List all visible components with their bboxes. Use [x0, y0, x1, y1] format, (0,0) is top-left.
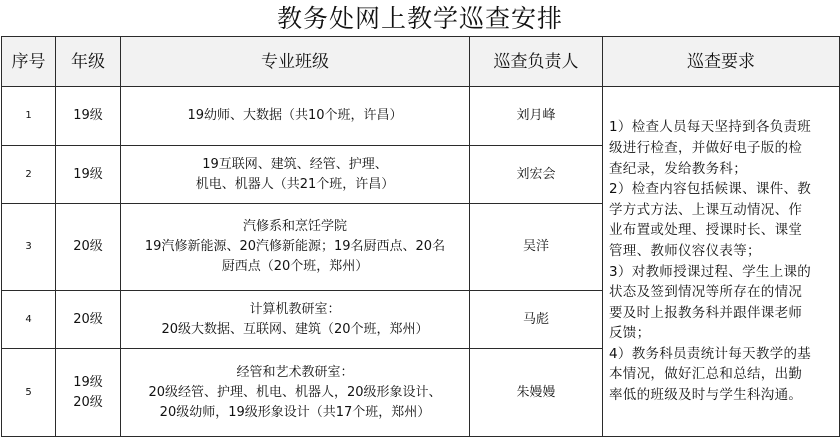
row-class-line: 19互联网、建筑、经管、护理、 — [202, 156, 388, 172]
header-person: 巡查负责人 — [470, 37, 603, 87]
row-class-line: 20级幼师，19级形象设计（共17个班，郑州） — [159, 404, 431, 420]
row-person: 马彪 — [470, 291, 603, 349]
header-seq: 序号 — [2, 37, 56, 87]
row-seq: 4 — [2, 291, 56, 349]
row-class — [121, 349, 470, 437]
requirements-line: 3）对教师授课过程、学生上课的 — [609, 263, 812, 280]
row-class-line: 经管和艺术教研室： — [236, 364, 354, 380]
requirements-line: 查纪录，发给教务科； — [609, 160, 747, 177]
row-class-line: 厨西点（20个班，郑州） — [221, 259, 369, 274]
row-class-line: 19幼师、大数据（共10个班，许昌） — [187, 108, 403, 123]
table-row — [2, 87, 840, 146]
requirements-line: 2）检查内容包括候课、课件、教 — [609, 181, 812, 198]
requirements-line: 状态及签到情况等所存在的情况 — [609, 284, 803, 301]
header-grade: 年级 — [56, 37, 121, 87]
requirements-line: 学方式方法、上课互动情况、作 — [609, 201, 803, 218]
row-person: 吴洋 — [470, 204, 603, 291]
header-requirements: 巡查要求 — [603, 37, 840, 87]
schedule-table — [1, 36, 840, 437]
requirements-line: 本情况，做好汇总和总结，出勤 — [609, 366, 803, 383]
row-class-line: 20级大数据、互联网、建筑（20个班，郑州） — [161, 321, 429, 337]
row-class-line: 汽修系和烹饪学院 — [242, 219, 347, 234]
row-grade-line: 20级 — [73, 311, 103, 327]
row-class — [121, 204, 470, 291]
row-seq: 5 — [2, 349, 56, 437]
row-grade — [56, 87, 121, 146]
row-class-line: 计算机教研室： — [249, 301, 341, 317]
row-grade-line: 19级 — [73, 166, 103, 182]
requirements-line: 反馈； — [609, 325, 651, 342]
row-person: 刘宏会 — [470, 146, 603, 204]
row-seq: 1 — [2, 87, 56, 146]
row-grade — [56, 291, 121, 349]
requirements-line: 1）检查人员每天坚持到各负责班 — [609, 119, 812, 136]
row-class-line: 20级经管、护理、机电、机器人，20级形象设计、 — [148, 384, 442, 400]
row-grade — [56, 349, 121, 437]
row-grade-line: 20级 — [73, 394, 103, 410]
header-row — [2, 37, 840, 87]
requirements-line: 管理、教师仪容仪表等； — [609, 242, 761, 259]
row-grade — [56, 146, 121, 204]
row-grade-line: 20级 — [73, 239, 103, 254]
page-title: 教务处网上教学巡查安排 — [276, 4, 563, 33]
row-class-line: 机电、机器人（共21个班，许昌） — [195, 176, 395, 192]
row-grade — [56, 204, 121, 291]
row-class — [121, 87, 470, 146]
row-seq: 2 — [2, 146, 56, 204]
requirements-line: 4）教务科员责统计每天教学的基 — [609, 345, 812, 362]
row-seq: 3 — [2, 204, 56, 291]
row-class — [121, 146, 470, 204]
requirements-line: 率低的班级及时与学生科沟通。 — [609, 387, 803, 404]
row-person: 刘月峰 — [470, 87, 603, 146]
row-class-line: 19汽修新能源、20汽修新能源；19名厨西点、20名 — [144, 239, 446, 254]
row-grade-line: 19级 — [73, 374, 103, 390]
row-person: 朱嫚嫚 — [470, 349, 603, 437]
header-class: 专业班级 — [121, 37, 470, 87]
requirements-line: 要及时上报教务科并跟伴课老师 — [609, 304, 803, 321]
row-grade-line: 19级 — [73, 108, 103, 123]
table-body — [2, 37, 840, 437]
requirements-line: 业布置或处理、授课时长、课堂 — [609, 222, 803, 239]
requirements-line: 级进行检查，并做好电子版的检 — [609, 139, 803, 156]
row-class — [121, 291, 470, 349]
requirements-cell — [603, 87, 840, 437]
